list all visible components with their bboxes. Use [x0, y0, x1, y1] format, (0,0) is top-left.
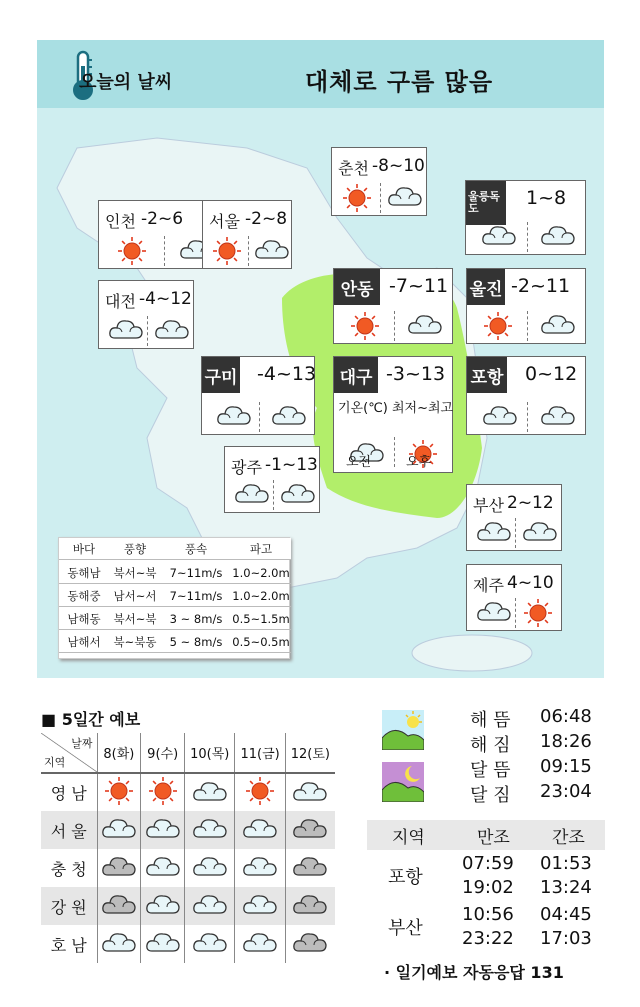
sea-cell: 남서~서	[113, 588, 157, 603]
cloud-icon	[541, 222, 571, 252]
city-name: 대구	[334, 357, 378, 393]
cloud-icon	[185, 849, 235, 887]
sea-row	[59, 631, 291, 653]
cloud-icon	[235, 887, 285, 925]
overcast-cloud-icon	[285, 811, 335, 849]
cloud-icon	[541, 402, 571, 432]
forecast-region: 강 원	[41, 887, 97, 925]
forecast-row	[41, 811, 335, 849]
city-name: 구미	[202, 357, 240, 393]
sunmoon-time: 09:15	[540, 756, 592, 777]
cloud-icon	[141, 811, 185, 849]
city-box	[466, 564, 562, 631]
legend-am: 오전	[346, 455, 372, 470]
forecast-header-row	[41, 733, 335, 773]
cloud-icon	[523, 518, 553, 548]
sunmoon-label: 해 뜸	[470, 710, 511, 731]
cloud-icon	[97, 811, 141, 849]
cloud-icon	[477, 598, 507, 628]
sea-header-wind-dir: 풍향	[123, 541, 147, 556]
sea-row	[59, 562, 291, 584]
sea-cell: 5 ~ 8m/s	[169, 634, 223, 649]
forecast-day: 11(금)	[235, 733, 285, 773]
city-box	[333, 356, 453, 473]
sea-cell: 1.0~2.0m	[232, 565, 290, 580]
weather-summary: 대체로 구름 많음	[305, 68, 493, 96]
city-temp: 4~10	[507, 573, 554, 593]
cloud-icon	[185, 887, 235, 925]
cloud-icon	[185, 773, 235, 811]
cloud-icon	[97, 925, 141, 963]
sea-table	[58, 537, 290, 659]
overcast-cloud-icon	[285, 887, 335, 925]
sea-header-row	[59, 538, 291, 560]
cloud-icon	[477, 518, 507, 548]
sunmoon-time: 23:04	[540, 781, 592, 802]
city-temp: 1~8	[526, 187, 567, 209]
cloud-icon	[141, 849, 185, 887]
city-temp: -8~10	[372, 156, 425, 176]
sun-icon	[212, 236, 242, 266]
overcast-cloud-icon	[285, 849, 335, 887]
cloud-icon	[285, 773, 335, 811]
sea-cell: 7~11m/s	[169, 588, 223, 603]
sea-cell: 3 ~ 8m/s	[169, 611, 223, 626]
forecast-day: 10(목)	[185, 733, 235, 773]
city-temp: -2~11	[511, 275, 571, 297]
corner-top: 날짜	[71, 737, 93, 750]
sun-icon	[483, 311, 513, 341]
city-temp: -2~6	[141, 209, 184, 229]
cloud-icon	[483, 402, 513, 432]
corner-bottom: 지역	[44, 756, 66, 769]
forecast-row	[41, 773, 335, 811]
forecast-region: 서 울	[41, 811, 97, 849]
tide-high: 10:56	[462, 904, 514, 925]
sea-header-area: 바다	[72, 541, 96, 556]
cloud-icon	[109, 316, 139, 346]
sea-cell: 북서~북	[113, 565, 157, 580]
sun-icon	[117, 236, 147, 266]
city-box	[201, 356, 315, 435]
header-title: 오늘의 날씨	[79, 72, 173, 93]
cloud-icon	[235, 811, 285, 849]
city-box	[202, 200, 292, 269]
city-name: 울릉독도	[466, 181, 506, 225]
cloud-icon	[281, 480, 311, 510]
city-temp: -7~11	[389, 275, 449, 297]
tide-high: 19:02	[462, 877, 514, 898]
cloud-icon	[141, 887, 185, 925]
footer-note: · 일기예보 자동응답 131	[384, 963, 564, 982]
city-temp: -3~13	[386, 363, 446, 385]
city-box	[465, 180, 586, 255]
sun-icon	[141, 773, 185, 811]
forecast-title: ■ 5일간 예보	[41, 710, 141, 729]
forecast-region: 충 청	[50, 859, 87, 879]
cloud-icon	[408, 311, 438, 341]
city-temp: -2~8	[245, 209, 288, 229]
tide-header-region: 지역	[392, 827, 425, 848]
tide-low: 13:24	[540, 877, 592, 898]
cloud-icon	[235, 849, 285, 887]
city-box	[98, 280, 194, 349]
city-box	[466, 356, 586, 435]
forecast-row	[41, 887, 335, 925]
forecast-corner	[41, 733, 97, 773]
forecast-region: 영 남	[50, 784, 87, 803]
sea-cell: 0.5~0.5m	[232, 634, 290, 649]
sea-cell: 동해남	[67, 565, 101, 580]
city-temp: 2~12	[507, 493, 554, 513]
forecast-region: 호 남	[50, 935, 87, 955]
cloud-icon	[155, 316, 185, 346]
sea-cell: 동해중	[67, 588, 101, 603]
sea-cell: 1.0~2.0m	[232, 588, 290, 603]
city-box	[224, 446, 320, 513]
tide-low: 17:03	[540, 928, 592, 949]
city-name: 서울	[209, 212, 240, 231]
sun-icon	[235, 773, 285, 811]
sun-icon	[342, 183, 372, 213]
tide-high: 23:22	[462, 928, 514, 949]
city-temp: -4~12	[139, 289, 192, 309]
overcast-cloud-icon	[97, 887, 141, 925]
sunmoon-time: 06:48	[540, 706, 592, 727]
city-name: 춘천	[338, 159, 369, 178]
cloud-icon	[272, 402, 302, 432]
city-temp: 0~12	[525, 363, 578, 385]
legend-line: 기온(℃) 최저~최고	[338, 401, 454, 416]
forecast-day: 12(토)	[285, 733, 335, 773]
forecast-row	[41, 925, 335, 963]
city-box	[466, 484, 562, 551]
tide-low: 04:45	[540, 904, 592, 925]
sea-cell: 북~북동	[113, 634, 157, 649]
city-name: 포항	[467, 357, 507, 393]
cloud-icon	[255, 236, 285, 266]
sunmoon-label: 달 짐	[470, 785, 511, 806]
overcast-cloud-icon	[97, 849, 141, 887]
city-name: 제주	[473, 576, 504, 595]
forecast-table	[41, 733, 335, 963]
city-name: 울진	[467, 269, 505, 305]
sunmoon-label: 달 뜸	[470, 760, 511, 781]
sea-cell: 남해서	[67, 634, 101, 649]
legend-pm: 오후	[406, 455, 432, 470]
city-name: 대전	[105, 292, 136, 311]
city-name: 부산	[473, 496, 504, 515]
city-box	[466, 268, 586, 344]
tide-header	[367, 820, 605, 850]
sunmoon-time: 18:26	[540, 731, 592, 752]
sun-icon	[350, 311, 380, 341]
sea-header-wave: 파고	[249, 541, 273, 556]
moon-icon	[382, 762, 424, 802]
tide-header-low: 간조	[552, 827, 585, 848]
sunmoon-label: 해 짐	[470, 735, 511, 756]
cloud-icon	[141, 925, 185, 963]
tide-region: 포항	[388, 867, 423, 888]
cloud-icon	[541, 311, 571, 341]
sun-icon	[523, 598, 553, 628]
city-name: 안동	[334, 269, 380, 305]
sea-cell: 남해동	[67, 611, 101, 626]
forecast-row	[41, 849, 335, 887]
cloud-icon	[388, 183, 418, 213]
city-box	[333, 268, 453, 344]
sun-icon	[382, 710, 424, 750]
city-temp: -1~13	[265, 455, 318, 475]
cloud-icon	[235, 480, 265, 510]
sea-cell: 0.5~1.5m	[232, 611, 290, 626]
cloud-icon	[217, 402, 247, 432]
sea-row	[59, 608, 291, 630]
sea-cell: 북서~북	[113, 611, 157, 626]
tide-region: 부산	[388, 918, 423, 939]
sea-header-wind-speed: 풍속	[184, 541, 208, 556]
cloud-icon	[482, 222, 512, 252]
tide-low: 01:53	[540, 853, 592, 874]
sun-icon	[97, 773, 141, 811]
city-name: 인천	[105, 212, 136, 231]
sea-row	[59, 585, 291, 607]
forecast-day: 9(수)	[141, 733, 185, 773]
city-temp: -4~13	[257, 363, 317, 385]
overcast-cloud-icon	[285, 925, 335, 963]
weather-map-panel	[37, 40, 604, 678]
city-box	[331, 147, 427, 216]
cloud-icon	[185, 811, 235, 849]
cloud-icon	[235, 925, 285, 963]
cloud-icon	[185, 925, 235, 963]
sea-cell: 7~11m/s	[169, 565, 223, 580]
tide-header-high: 만조	[477, 827, 510, 848]
city-name: 광주	[231, 458, 262, 477]
forecast-day: 8(화)	[97, 733, 141, 773]
tide-high: 07:59	[462, 853, 514, 874]
